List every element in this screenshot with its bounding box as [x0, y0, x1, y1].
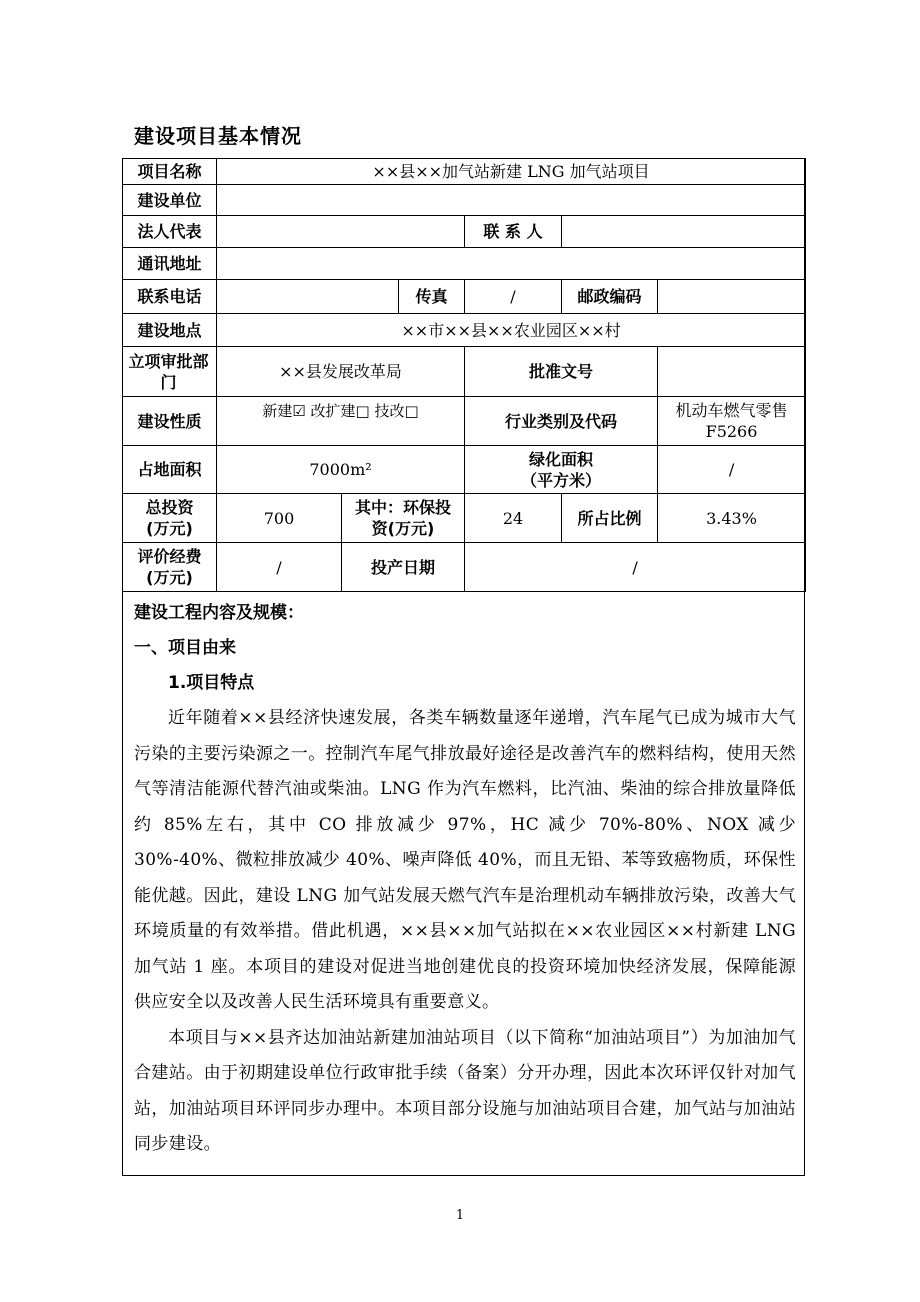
phone-label: 联系电话	[123, 280, 217, 314]
industry-label: 行业类别及代码	[465, 397, 658, 446]
green-label-title: 绿化面积	[528, 449, 593, 469]
env-invest-value: 24	[465, 494, 562, 543]
table-row	[123, 446, 806, 494]
legal-rep-value	[217, 216, 465, 248]
eval-fee-label-unit: (万元)	[146, 568, 193, 587]
env-invest-label	[342, 494, 465, 543]
table-row	[123, 248, 806, 280]
project-name-value: ××县××加气站新建 LNG 加气站项目	[217, 159, 806, 185]
heading-project-origin: 一、项目由来	[134, 638, 236, 658]
table-row	[123, 494, 806, 543]
project-info-table	[122, 158, 806, 592]
env-invest-label-line2: 资(万元)	[371, 519, 435, 538]
invest-label-unit: (万元)	[146, 519, 193, 538]
builder-label: 建设单位	[123, 185, 217, 216]
postcode-value	[658, 280, 806, 314]
production-date-label: 投产日期	[342, 543, 465, 592]
industry-name: 机动车燃气零售	[675, 401, 788, 420]
production-date-value: /	[465, 543, 806, 592]
industry-code: F5266	[705, 422, 758, 441]
area-value: 7000m²	[217, 446, 465, 494]
legal-rep-label: 法人代表	[123, 216, 217, 248]
paragraph-joint-station: 本项目与××县齐达加油站新建加油站项目（以下简称“加油站项目”）为加油加气合建站。由于初期建设单位行政审批手续（备案）分开办理，因此本次环评仅针对加气站，加油站项目环评同步办理中。本项目部分设施与加油站项目合建，加气站与加油站同步建设。	[134, 1027, 796, 1154]
area-label: 占地面积	[123, 446, 217, 494]
ratio-label: 所占比例	[562, 494, 658, 543]
table-row	[123, 314, 806, 347]
section-title: 建设工程内容及规模：	[134, 603, 304, 623]
invest-label	[123, 494, 217, 543]
fax-value: /	[465, 280, 562, 314]
green-label	[465, 446, 658, 494]
industry-value	[658, 397, 806, 446]
contact-value	[562, 216, 806, 248]
nature-label: 建设性质	[123, 397, 217, 446]
nature-value: 新建☑ 改扩建□ 技改□	[217, 397, 465, 446]
green-label-unit: （平方米）	[520, 470, 601, 490]
eval-fee-label	[123, 543, 217, 592]
env-invest-label-line1: 其中：环保投	[354, 498, 451, 517]
project-name-label: 项目名称	[123, 159, 217, 185]
page-title: 建设项目基本情况	[134, 124, 302, 148]
table-row	[123, 347, 806, 397]
heading-project-features: 1.项目特点	[168, 673, 255, 693]
eval-fee-value: /	[217, 543, 342, 592]
contact-label: 联 系 人	[465, 216, 562, 248]
builder-value	[217, 185, 806, 216]
address-value	[217, 248, 806, 280]
invest-label-title: 总投资	[145, 498, 194, 517]
fax-label: 传真	[415, 287, 448, 306]
table-row	[123, 280, 806, 314]
paragraph-project-background: 近年随着××县经济快速发展，各类车辆数量逐年递增，汽车尾气已成为城市大气污染的主要污染源之一。控制汽车尾气排放最好途径是改善汽车的燃料结构，使用天然气等清洁能源代替汽油或柴油。LNG 作为汽车燃料，比汽油、柴油的综合排放量降低约 85%左右，其中 CO 排放减少 97%，HC 减少 70%-80%、NOX 减少 30%-40%、微粒排放减少 40%、噪声降低 40%，而且无铅、苯等致癌物质，环保性能优越。因此，建设 LNG 加气站发展天燃气汽车是治理机动车辆排放污染，改善大气环境质量的有效举措。借此机遇，××县××加气站拟在××农业园区××村新建 LNG 加气站 1 座。本项目的建设对促进当地创建优良的投资环境加快经济发展，保障能源供应安全以及改善人民生活环境具有重要意义。	[134, 708, 796, 1012]
approval-no-value	[658, 347, 806, 397]
ratio-value: 3.43%	[658, 494, 806, 543]
table-row	[123, 216, 806, 248]
site-label: 建设地点	[123, 314, 217, 347]
approval-no-label: 批准文号	[465, 347, 658, 397]
table-row	[123, 397, 806, 446]
approval-dept-value: ××县发展改革局	[217, 347, 465, 397]
table-row	[123, 185, 806, 216]
green-value: /	[658, 446, 806, 494]
page-number: 1	[455, 1208, 465, 1223]
table-row	[123, 543, 806, 592]
table-row	[123, 159, 806, 185]
phone-fax-cell	[217, 280, 465, 314]
eval-fee-label-title: 评价经费	[137, 547, 202, 566]
project-content	[134, 596, 796, 1163]
site-value: ××市××县××农业园区××村	[217, 314, 806, 347]
phone-value	[217, 280, 399, 313]
address-label: 通讯地址	[123, 248, 217, 280]
postcode-label: 邮政编码	[562, 280, 658, 314]
invest-value: 700	[217, 494, 342, 543]
approval-dept-label: 立项审批部门	[123, 347, 217, 397]
